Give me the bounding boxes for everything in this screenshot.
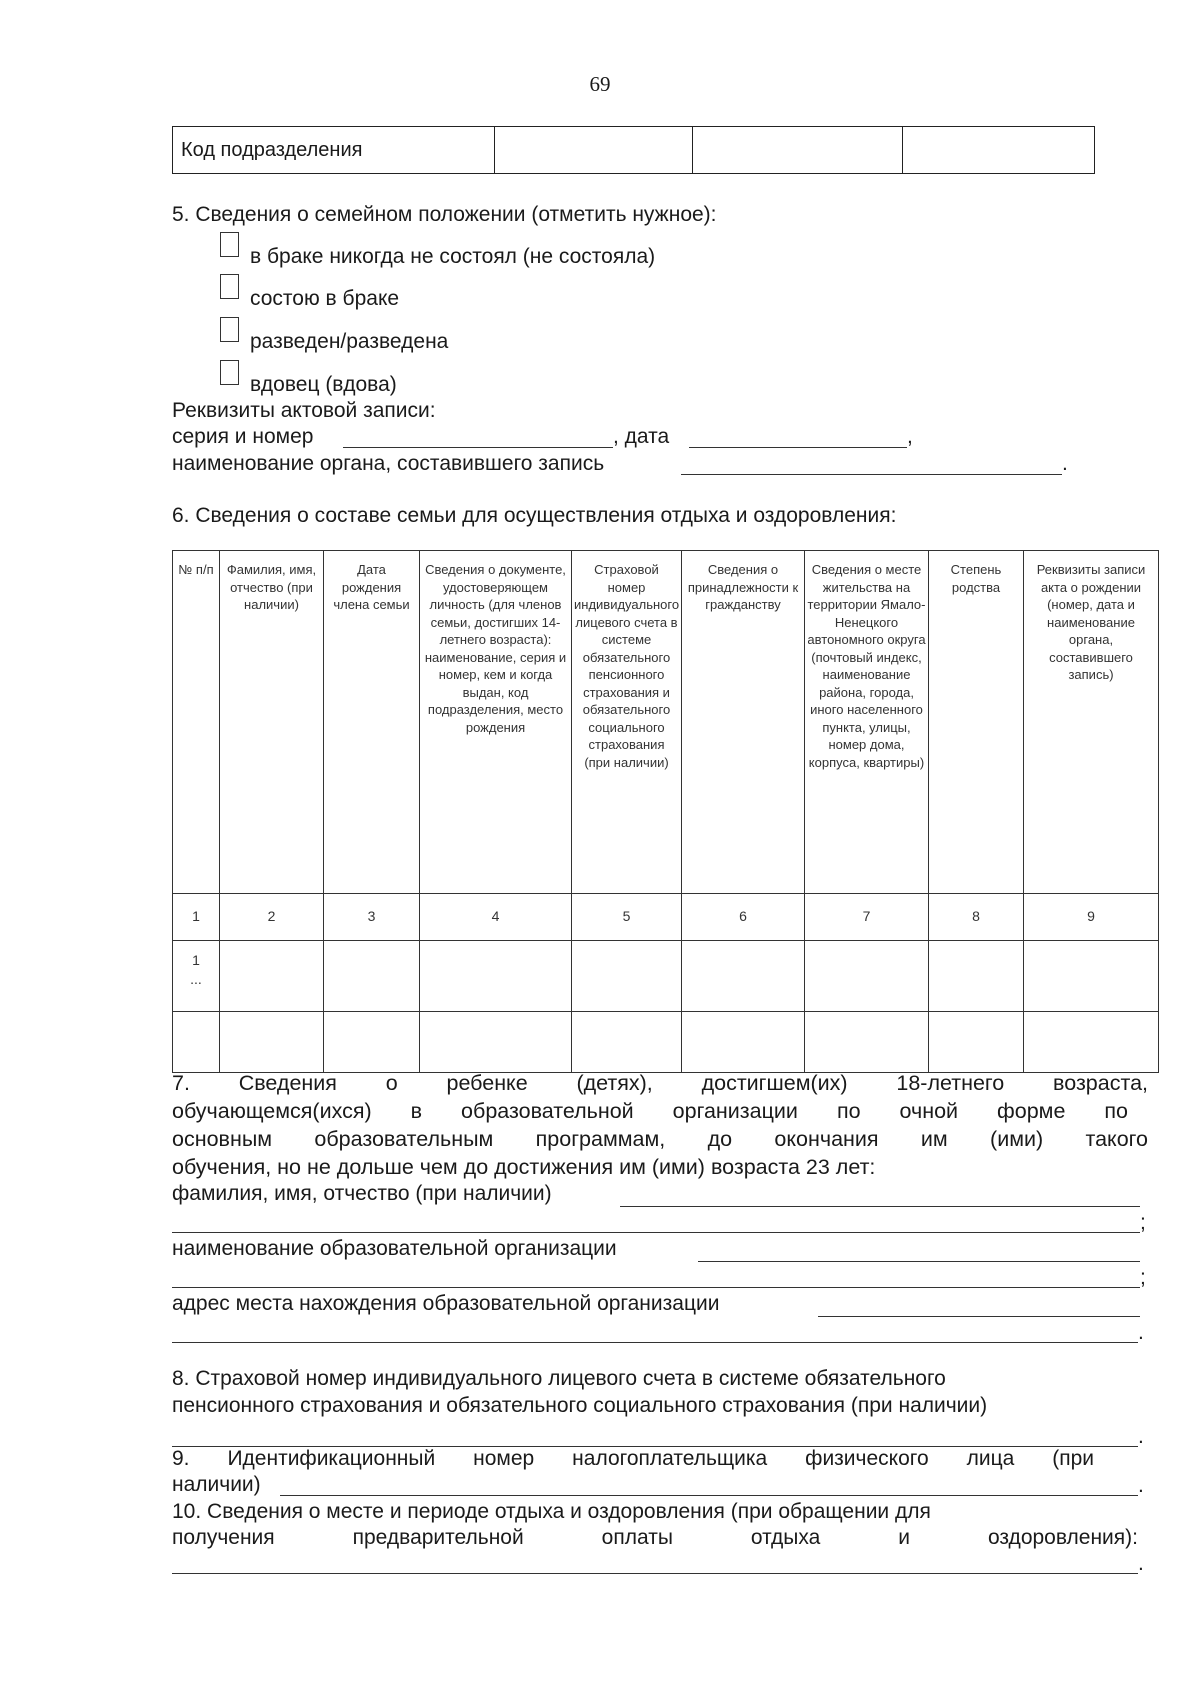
period-mark: . <box>1138 1552 1144 1575</box>
checkbox-married[interactable] <box>220 274 239 299</box>
section9-line-2: наличии) <box>172 1473 261 1496</box>
header-id-document: Сведения о документе, удостоверяющем личность (для членов семьи, достигших 14-летнего возраста): наименование, серия и номер, кем и когда выдан, код подразделения, место рождения <box>420 551 572 894</box>
header-number: № п/п <box>173 551 220 894</box>
period-mark: . <box>1138 1474 1144 1497</box>
edu-org-field[interactable] <box>698 1261 1140 1262</box>
period-mark: . <box>1062 452 1068 475</box>
child-fio-field[interactable] <box>620 1206 1140 1207</box>
column-number-row <box>173 894 1159 941</box>
column-number: 5 <box>572 894 682 941</box>
section7-line-1: 7. Сведения о ребенке (детях), достигшем(их) 18-летнего возраста, <box>172 1071 1148 1095</box>
header-birth-record: Реквизиты записи акта о рождении (номер, дата и наименование органа, составившего запись) <box>1024 551 1159 894</box>
column-number: 4 <box>420 894 572 941</box>
table-row <box>173 1012 1159 1073</box>
section7-line-4: обучения, но не дольше чем до достижения им (ими) возраста 23 лет: <box>172 1155 876 1179</box>
option-widowed: вдовец (вдова) <box>250 373 397 396</box>
table-cell[interactable] <box>324 1012 420 1073</box>
comma-mark: , <box>907 425 913 448</box>
period-mark: . <box>1138 1321 1144 1344</box>
column-number: 6 <box>682 894 805 941</box>
checkbox-widowed[interactable] <box>220 360 239 385</box>
date-label: , дата <box>613 425 670 448</box>
section7-line-3: основным образовательным программам, до окончания им (ими) такого <box>172 1127 1148 1151</box>
code-label: Код подразделения <box>173 127 495 174</box>
edu-org-label: наименование образовательной организации <box>172 1237 617 1260</box>
series-number-field[interactable] <box>343 447 613 448</box>
edu-address-label: адрес места нахождения образовательной организации <box>172 1292 720 1315</box>
header-citizenship: Сведения о принадлежности к гражданству <box>682 551 805 894</box>
column-number: 3 <box>324 894 420 941</box>
semicolon-mark: ; <box>1140 1266 1146 1289</box>
inn-field[interactable] <box>280 1495 1138 1496</box>
table-header-row <box>173 551 1159 894</box>
table-cell[interactable] <box>1024 941 1159 1012</box>
table-cell[interactable] <box>572 1012 682 1073</box>
section8-line-1: 8. Страховой номер индивидуального лицевого счета в системе обязательного <box>172 1367 946 1390</box>
edu-address-field[interactable] <box>818 1316 1140 1317</box>
option-married: состою в браке <box>250 287 400 310</box>
header-birth-date: Дата рождения члена семьи <box>324 551 420 894</box>
row-number: 1 <box>192 952 200 968</box>
section8-line-2: пенсионного страхования и обязательного социального страхования (при наличии) <box>172 1394 988 1417</box>
row-number-cell <box>173 941 220 1012</box>
table-cell[interactable] <box>324 941 420 1012</box>
organ-field[interactable] <box>681 474 1062 475</box>
checkbox-never-married[interactable] <box>220 232 239 257</box>
organ-label: наименование органа, составившего запись <box>172 452 605 475</box>
period-mark: . <box>1138 1425 1144 1448</box>
edu-org-field-2[interactable] <box>172 1287 1140 1288</box>
table-cell[interactable] <box>173 1012 220 1073</box>
date-field[interactable] <box>689 447 907 448</box>
header-residence: Сведения о месте жительства на территории Ямало-Ненецкого автономного округа (почтовый индекс, наименование района, города, иного населенного пункта, улицы, номер дома, корпуса, квартиры) <box>805 551 929 894</box>
row-ellipsis: ... <box>190 971 202 987</box>
column-number: 8 <box>929 894 1024 941</box>
table-cell[interactable] <box>682 1012 805 1073</box>
table-cell[interactable] <box>420 1012 572 1073</box>
table-cell[interactable] <box>1024 1012 1159 1073</box>
code-cell-2[interactable] <box>693 127 903 174</box>
section10-line-1: 10. Сведения о месте и периоде отдыха и оздоровления (при обращении для <box>172 1500 931 1523</box>
code-cell-1[interactable] <box>495 127 693 174</box>
semicolon-mark: ; <box>1140 1211 1146 1234</box>
header-snils: Страховой номер индивидуального лицевого счета в системе обязательного пенсионного страхования и обязательного социального страхования (при наличии) <box>572 551 682 894</box>
table-cell[interactable] <box>220 1012 324 1073</box>
option-divorced: разведен/разведена <box>250 330 449 353</box>
family-table <box>172 550 1159 1073</box>
table-cell[interactable] <box>805 1012 929 1073</box>
checkbox-divorced[interactable] <box>220 317 239 342</box>
table-row <box>173 941 1159 1012</box>
header-kinship: Степень родства <box>929 551 1024 894</box>
code-cell-3[interactable] <box>903 127 1095 174</box>
section7-line-2: обучающемся(ихся) в образовательной организации по очной форме по <box>172 1099 1128 1123</box>
section5-title: 5. Сведения о семейном положении (отметить нужное): <box>172 203 717 226</box>
rest-info-field[interactable] <box>172 1573 1138 1574</box>
child-fio-label: фамилия, имя, отчество (при наличии) <box>172 1182 552 1205</box>
column-number: 1 <box>173 894 220 941</box>
section6-title: 6. Сведения о составе семьи для осуществления отдыха и оздоровления: <box>172 504 897 527</box>
table-cell[interactable] <box>805 941 929 1012</box>
table-cell[interactable] <box>572 941 682 1012</box>
column-number: 9 <box>1024 894 1159 941</box>
column-number: 2 <box>220 894 324 941</box>
column-number: 7 <box>805 894 929 941</box>
section9-line-1: 9. Идентификационный номер налогоплательщика физического лица (при <box>172 1447 1094 1470</box>
section10-line-2: получения предварительной оплаты отдыха и оздоровления): <box>172 1526 1138 1549</box>
edu-address-field-2[interactable] <box>172 1342 1138 1343</box>
option-never-married: в браке никогда не состоял (не состояла) <box>250 245 656 268</box>
table-cell[interactable] <box>929 941 1024 1012</box>
table-cell[interactable] <box>682 941 805 1012</box>
act-record-title: Реквизиты актовой записи: <box>172 399 436 422</box>
code-table <box>172 126 1095 174</box>
table-cell[interactable] <box>420 941 572 1012</box>
header-fio: Фамилия, имя, отчество (при наличии) <box>220 551 324 894</box>
child-fio-field-2[interactable] <box>172 1232 1140 1233</box>
table-cell[interactable] <box>929 1012 1024 1073</box>
page-number: 69 <box>589 72 611 96</box>
table-cell[interactable] <box>220 941 324 1012</box>
series-label: серия и номер <box>172 425 314 448</box>
